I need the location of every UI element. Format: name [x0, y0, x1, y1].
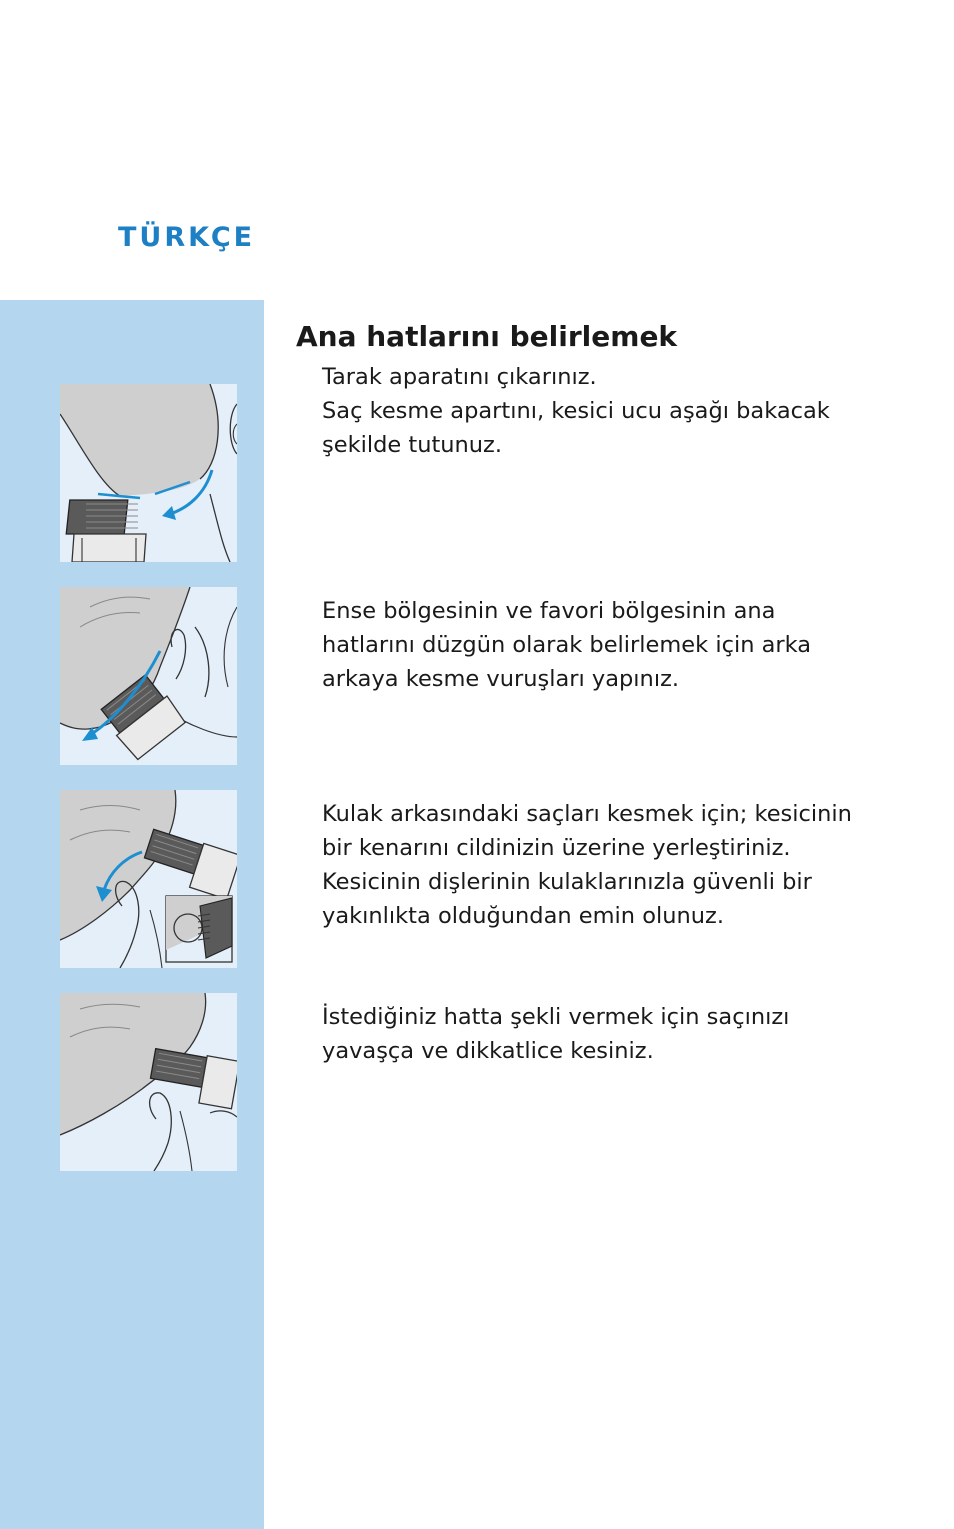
illustration-panel-1	[60, 384, 237, 562]
step-line: Tarak aparatını çıkarınız.	[322, 364, 597, 390]
shape-line-trim-illustration-icon	[60, 993, 237, 1171]
step-line: Saç kesme apartını, kesici ucu aşağı bakacak	[322, 398, 830, 424]
neck-trim-illustration-icon	[60, 384, 237, 562]
step-line: arkaya kesme vuruşları yapınız.	[322, 666, 680, 692]
step-3-text	[322, 797, 912, 933]
illustration-panel-3	[60, 790, 237, 968]
step-1-text	[322, 360, 912, 462]
step-line: yakınlıkta olduğundan emin olunuz.	[322, 903, 724, 929]
panel-pointer	[297, 394, 324, 426]
step-line: yavaşça ve dikkatlice kesiniz.	[322, 1038, 654, 1064]
panel-pointer	[297, 597, 324, 629]
step-line: İstediğiniz hatta şekli vermek için saçınızı	[322, 1004, 790, 1030]
step-line: Ense bölgesinin ve favori bölgesinin ana	[322, 598, 776, 624]
step-line: Kulak arkasındaki saçları kesmek için; kesicinin	[322, 801, 852, 827]
language-label: TÜRKÇE	[118, 222, 256, 253]
step-line: şekilde tutunuz.	[322, 432, 503, 458]
section-title: Ana hatlarını belirlemek	[296, 320, 678, 353]
step-line: hatlarını düzgün olarak belirlemek için arka	[322, 632, 812, 658]
behind-ear-trim-illustration-icon	[60, 790, 237, 968]
step-line: Kesicinin dişlerinin kulaklarınızla güvenli bir	[322, 869, 812, 895]
step-line: bir kenarını cildinizin üzerine yerleştiriniz.	[322, 835, 791, 861]
panel-pointer	[297, 1003, 324, 1035]
panel-pointer	[297, 800, 324, 832]
sideburn-trim-illustration-icon	[60, 587, 237, 765]
illustration-panel-2	[60, 587, 237, 765]
step-4-text	[322, 1000, 912, 1068]
step-2-text	[322, 594, 912, 696]
illustration-panel-4	[60, 993, 237, 1171]
